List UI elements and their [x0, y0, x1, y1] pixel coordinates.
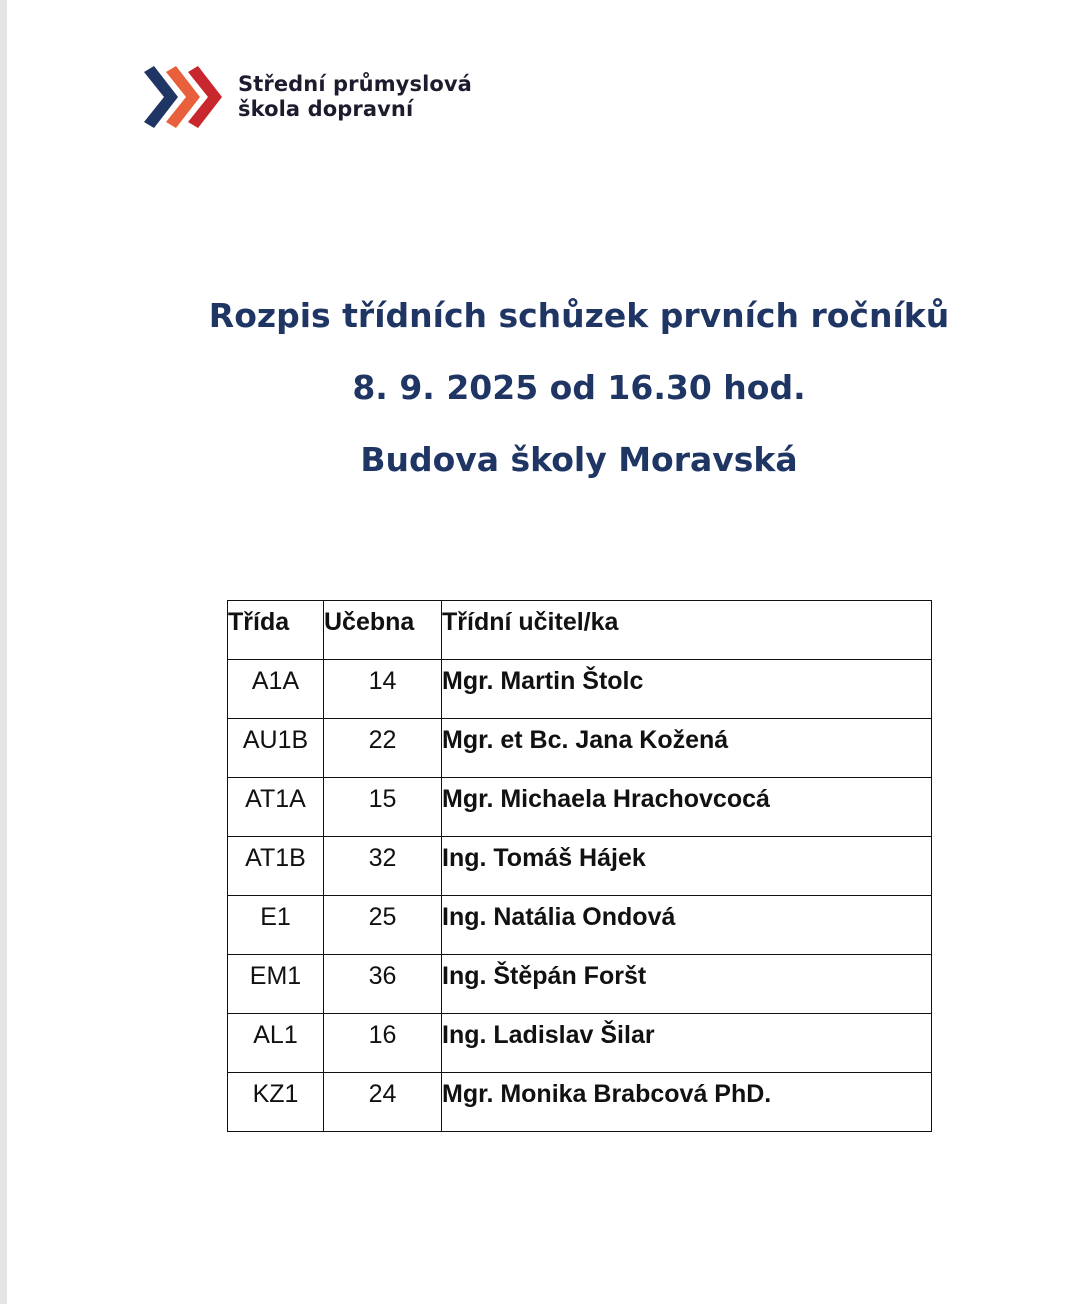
heading-date: 8. 9. 2025 od 16.30 hod. [352, 368, 806, 407]
chevrons-logo-icon [144, 66, 228, 128]
cell-teacher: Mgr. Michaela Hrachovcocá [442, 778, 932, 837]
table-row [228, 837, 932, 896]
school-logo [144, 66, 472, 128]
table-row [228, 1073, 932, 1132]
table-body [228, 660, 932, 1132]
logo-wordmark [238, 72, 472, 122]
cell-room: 25 [324, 896, 442, 955]
cell-room: 16 [324, 1014, 442, 1073]
meeting-schedule-table [227, 600, 932, 1132]
table-row [228, 719, 932, 778]
cell-class: AT1A [228, 778, 324, 837]
header-room: Učebna [324, 601, 442, 660]
cell-room: 24 [324, 1073, 442, 1132]
cell-room: 22 [324, 719, 442, 778]
cell-teacher: Mgr. et Bc. Jana Kožená [442, 719, 932, 778]
header-teacher: Třídní učitel/ka [442, 601, 932, 660]
cell-teacher: Mgr. Monika Brabcová PhD. [442, 1073, 932, 1132]
cell-teacher: Ing. Natália Ondová [442, 896, 932, 955]
heading-title: Rozpis třídních schůzek prvních ročníků [208, 296, 950, 335]
cell-teacher: Mgr. Martin Štolc [442, 660, 932, 719]
page-left-edge [0, 0, 7, 1304]
cell-class: AL1 [228, 1014, 324, 1073]
cell-room: 32 [324, 837, 442, 896]
cell-teacher: Ing. Tomáš Hájek [442, 837, 932, 896]
table-row [228, 1014, 932, 1073]
cell-class: EM1 [228, 955, 324, 1014]
table-header-row [228, 601, 932, 660]
cell-class: E1 [228, 896, 324, 955]
cell-teacher: Ing. Ladislav Šilar [442, 1014, 932, 1073]
table-row [228, 660, 932, 719]
cell-class: AU1B [228, 719, 324, 778]
cell-room: 15 [324, 778, 442, 837]
cell-room: 36 [324, 955, 442, 1014]
cell-room: 14 [324, 660, 442, 719]
logo-line-2: škola dopravní [238, 97, 414, 121]
logo-line-1: Střední průmyslová [238, 72, 472, 96]
cell-class: A1A [228, 660, 324, 719]
table-row [228, 896, 932, 955]
heading-location: Budova školy Moravská [360, 440, 798, 479]
table-row [228, 778, 932, 837]
header-class: Třída [228, 601, 324, 660]
document-heading [0, 280, 1080, 496]
cell-teacher: Ing. Štěpán Foršt [442, 955, 932, 1014]
table-row [228, 955, 932, 1014]
cell-class: KZ1 [228, 1073, 324, 1132]
cell-class: AT1B [228, 837, 324, 896]
